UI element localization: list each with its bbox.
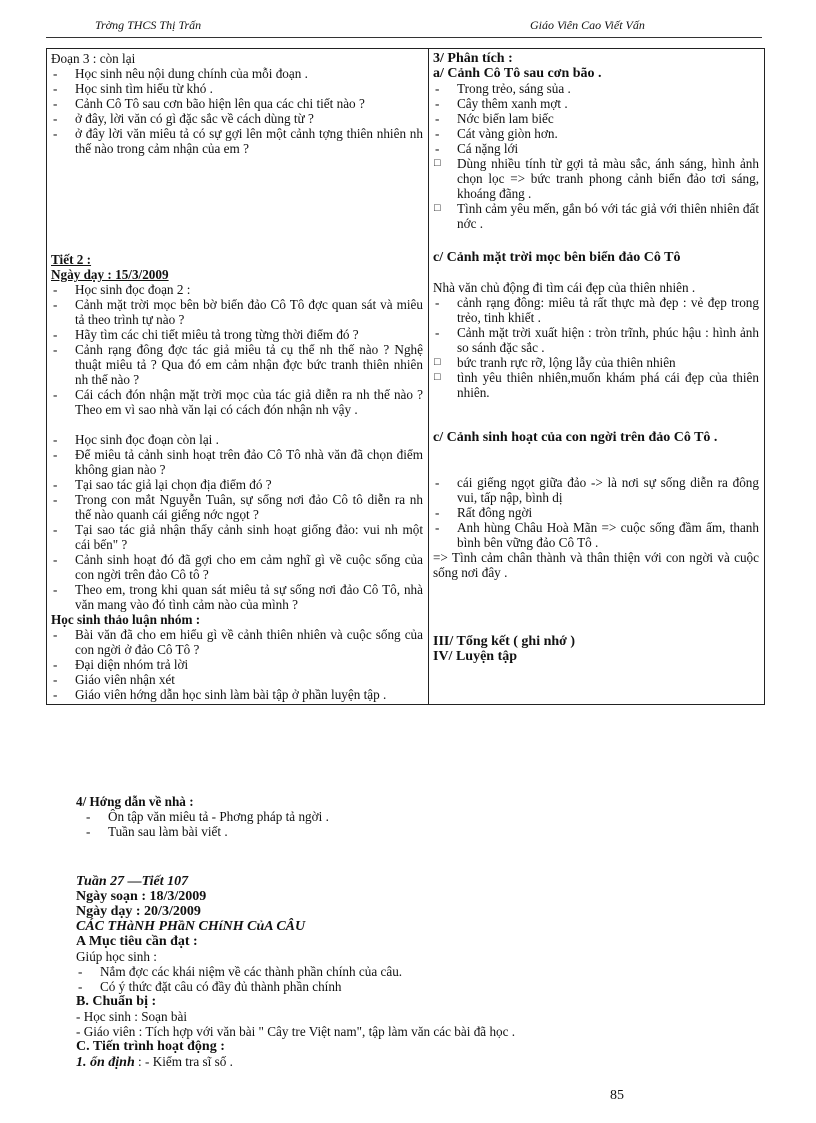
list-item: - Để miêu tả cảnh sinh hoạt trên đảo Cô Tô nhà văn đã chọn điểm không gian nào ?	[51, 447, 423, 477]
list-item: - Cảnh rạng đông đợc tác giả miêu tả cụ thể nh thế nào ? Nghệ thuật miêu tả ? Qua đó em cảm nhận đợc bức tranh thiên nhiên nh thế nào ?	[51, 342, 423, 387]
section-c1-intro: Nhà văn chủ động đi tìm cái đẹp của thiên nhiên .	[433, 280, 696, 295]
activities-cell	[47, 49, 429, 705]
list-item: - Trong trẻo, sáng sủa .	[433, 81, 759, 96]
list-item: - Cát vàng giòn hơn.	[433, 126, 759, 141]
section-c1-items	[433, 295, 759, 355]
preparation-line: - Học sinh : Soạn bài	[76, 1009, 187, 1024]
group-discussion-items	[51, 627, 423, 702]
section-c1-title: c/ Cảnh mặt trời mọc bên biển đảo Cô Tô	[433, 250, 681, 265]
list-item: - Cảnh mặt trời mọc bên bờ biển đảo Cô Tô đợc quan sát và miêu tả theo trình tự nào ?	[51, 297, 423, 327]
segment-2-questions	[51, 282, 423, 417]
stabilize-line	[76, 1054, 736, 1070]
stabilize-label: 1. ổn định	[76, 1055, 135, 1070]
segment-3-questions	[51, 432, 423, 612]
objectives-title: A Mục tiêu cần đạt :	[76, 934, 198, 949]
section-c2-items	[433, 475, 759, 550]
list-item: - cái giếng ngọt giữa đảo -> là nơi sự sống diễn ra đông vui, tấp nập, bình dị	[433, 475, 759, 505]
list-item: - ở đây, lời văn có gì đặc sắc về cách dùng từ ?	[51, 111, 423, 126]
section-a-items	[433, 81, 759, 156]
list-item: - Cá nặng lới	[433, 141, 759, 156]
list-item: - Tại sao tác giả lại chọn địa điểm đó ?	[51, 477, 423, 492]
list-item: - Tuần sau làm bài viết .	[84, 824, 329, 839]
preparation-title: B. Chuẩn bị :	[76, 994, 157, 1009]
list-item: - Học sinh đọc đoạn còn lại .	[51, 432, 423, 447]
list-item: - Theo em, trong khi quan sát miêu tả sự sống nơi đảo Cô Tô, nhà văn mang vào đó tình cảm nào của mình ?	[51, 582, 423, 612]
analysis-heading: 3/ Phân tích :	[433, 51, 513, 66]
list-item: - Giáo viên nhận xét	[51, 672, 423, 687]
list-item: - Cảnh mặt trời xuất hiện : tròn trĩnh, phúc hậu : hình ảnh so sánh đặc sắc .	[433, 325, 759, 355]
section-c2-title: c/ Cảnh sinh hoạt của con ngời trên đảo Cô Tô .	[433, 430, 718, 445]
procedure-title: C. Tiến trình hoạt động :	[76, 1039, 225, 1054]
content-cell	[429, 49, 765, 705]
list-item: - Có ý thức đặt câu có đầy đủ thành phần chính	[76, 979, 736, 994]
lesson-table	[46, 48, 765, 705]
teach-date: Ngày dạy : 20/3/2009	[76, 904, 201, 919]
tiet-label: Tiết 2 :	[51, 252, 92, 267]
next-lesson	[76, 874, 736, 1070]
list-item: - Giáo viên hớng dẫn học sinh làm bài tập ở phần luyện tập .	[51, 687, 423, 702]
list-item: □ Tình cảm yêu mến, gắn bó với tác giả với thiên nhiên đất nớc .	[433, 201, 759, 231]
list-item: - Nắm đợc các khái niệm về các thành phần chính của câu.	[76, 964, 736, 979]
list-item: - Hãy tìm các chi tiết miêu tả trong từng thời điểm đó ?	[51, 327, 423, 342]
objectives-intro: Giúp học sinh :	[76, 949, 157, 964]
list-item: - Học sinh đọc đoạn 2 :	[51, 282, 423, 297]
segment-1-questions	[51, 66, 423, 156]
list-item: - Anh hùng Châu Hoà Mãn => cuộc sống đầm ấm, thanh bình bên vững đảo Cô Tô .	[433, 520, 759, 550]
list-item: - Học sinh nêu nội dung chính của mỗi đoạn .	[51, 66, 423, 81]
header-school: Trờng THCS Thị Trấn	[95, 18, 202, 32]
list-item: - Bài văn đã cho em hiểu gì về cảnh thiên nhiên và cuộc sống của con ngời ở đảo Cô Tô ?	[51, 627, 423, 657]
teaching-date: Ngày dạy : 15/3/2009	[51, 267, 169, 282]
list-item: - Rất đông ngời	[433, 505, 759, 520]
prep-date: Ngày soạn : 18/3/2009	[76, 889, 207, 904]
page-number: 85	[610, 1088, 624, 1103]
stabilize-text: : - Kiểm tra sĩ số .	[134, 1054, 233, 1069]
list-item: - Trong con mắt Nguyễn Tuân, sự sống nơi đảo Cô tô diễn ra nh thế nào quanh cái giếng nớc ngọt ?	[51, 492, 423, 522]
section-c2-conclusion: => Tình cảm chân thành và thân thiện với con ngời và cuộc sống nơi đây .	[433, 550, 759, 580]
list-item: - ở đây lời văn miêu tả có sự gợi lên một cảnh tợng thiên nhiên nh thế nào trong cảm nhận của em ?	[51, 126, 423, 156]
header-rule	[46, 37, 762, 38]
practice-heading: IV/ Luyện tập	[433, 649, 518, 664]
list-item: - Nớc biển lam biếc	[433, 111, 759, 126]
list-item: - Học sinh tìm hiểu từ khó .	[51, 81, 423, 96]
list-item: □ tình yêu thiên nhiên,muốn khám phá cái đẹp của thiên nhiên.	[433, 370, 759, 400]
list-item: - Cảnh sinh hoạt đó đã gợi cho em cảm nghĩ gì về cuộc sống của con ngời trên đảo Cô tô ?	[51, 552, 423, 582]
summary-heading: III/ Tổng kết ( ghi nhớ )	[433, 634, 576, 649]
list-item: - Cây thêm xanh mợt .	[433, 96, 759, 111]
list-item: - Ôn tập văn miêu tả - Phơng pháp tả ngời .	[84, 809, 329, 824]
group-discussion-title: Học sinh thảo luận nhóm :	[51, 612, 201, 627]
list-item: - Tại sao tác giả nhận thấy cảnh sinh hoạt giống đảo: vui nh một cái bến" ?	[51, 522, 423, 552]
list-item: - Cái cách đón nhận mặt trời mọc của tác giả diễn ra nh thế nào ? Theo em vì sao nhà văn lại có cách đón nhận nh vậy .	[51, 387, 423, 417]
section-a-conclusions	[433, 156, 759, 231]
header-teacher: Giáo Viên Cao Viết Vấn	[530, 18, 645, 32]
list-item: - Đại diện nhóm trả lời	[51, 657, 423, 672]
homework-block	[76, 794, 329, 839]
preparation-line: - Giáo viên : Tích hợp với văn bài " Cây tre Việt nam", tập làm văn các bài đã học .	[76, 1024, 516, 1039]
list-item: - cảnh rạng đông: miêu tả rất thực mà đẹp : vẻ đẹp trong trẻo, tinh khiết .	[433, 295, 759, 325]
list-item: - Cảnh Cô Tô sau cơn bão hiện lên qua các chi tiết nào ?	[51, 96, 423, 111]
homework-title: 4/ Hớng dẫn về nhà :	[76, 794, 194, 809]
segment-3-title: Đoạn 3 : còn lại	[51, 51, 136, 66]
objectives-items	[76, 964, 736, 994]
section-a-title: a/ Cảnh Cô Tô sau cơn bão .	[433, 66, 602, 81]
week-lesson-label: Tuần 27 —Tiết 107	[76, 874, 189, 889]
homework-items	[80, 809, 329, 839]
section-c1-conclusions	[433, 355, 759, 400]
list-item: □ bức tranh rực rỡ, lộng lẫy của thiên nhiên	[433, 355, 759, 370]
lesson-title: CÁC THàNH PHầN CHíNH CủA CÂU	[76, 919, 306, 934]
list-item: □ Dùng nhiều tính từ gợi tả màu sắc, ánh sáng, hình ảnh chọn lọc => bức tranh phong cảnh biển đảo tơi sáng, khoáng đãng .	[433, 156, 759, 201]
